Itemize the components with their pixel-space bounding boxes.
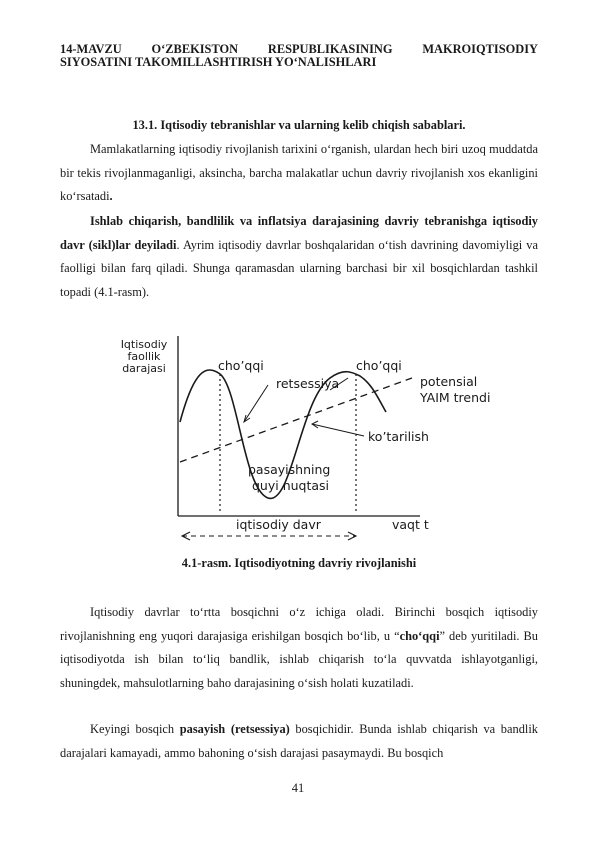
time-axis-label: vaqt t bbox=[392, 517, 429, 532]
paragraph-4-term: pasayish (retsessiya) bbox=[179, 722, 290, 736]
paragraph-4 bbox=[60, 718, 538, 765]
title-word: O‘ZBEKISTON bbox=[151, 42, 239, 56]
business-cycle-figure bbox=[0, 300, 596, 570]
paragraph-1 bbox=[60, 138, 538, 209]
paragraph-3-term: cho‘qqi bbox=[399, 628, 440, 643]
peak-label-right: cho’qqi bbox=[356, 358, 402, 373]
page-number: 41 bbox=[291, 781, 305, 795]
paragraph-3-text-start: Iqtisodiy davrlar to‘rtta bosqichni o‘z ichiga oladi. Birinchi bosqich iqtisodiy rivojlanishning eng yuqori darajasiga erishilgan bosqich bo‘lib, u “ bbox=[60, 605, 538, 643]
title-word: MAKROIQTISODIY bbox=[422, 42, 538, 56]
business-cycle-diagram bbox=[0, 300, 596, 560]
y-axis-label-line3: darajasi bbox=[122, 362, 166, 375]
figure-caption: 4.1-rasm. Iqtisodiyotning davriy rivojlanishi bbox=[181, 556, 417, 570]
cycle-label: iqtisodiy davr bbox=[236, 517, 321, 532]
title-word: RESPUBLIKASINING bbox=[267, 42, 393, 56]
trough-label-line2: quyi nuqtasi bbox=[252, 478, 330, 493]
title-word: 14-MAVZU bbox=[60, 42, 122, 56]
paragraph-1-period: . bbox=[109, 189, 113, 204]
chapter-title bbox=[60, 43, 538, 69]
paragraph-4-text-start: Keyingi bosqich bbox=[90, 722, 180, 736]
cycle-arrowhead-right bbox=[348, 532, 356, 540]
paragraph-1-text: Mamlakatlarning iqtisodiy rivojlanish tarixini o‘rganish, ulardan hech biri uzoq muddatda bir tekis rivojlanmaganligi, aksincha, barcha malakatlar uchun davriy rivojlanish xos ekanligini ko‘rsatadi bbox=[60, 142, 538, 204]
y-axis-label-line1: Iqtisodiy bbox=[120, 338, 168, 351]
paragraph-2-text: . Ayrim iqtisodiy davrlar boshqalaridan o‘tish davrining davomiyligi va faolligi bilan farq qiladi. Shunga qaramasdan ularning barchasi bir xil bosqichlardan tashkil topadi (4.1-rasm). bbox=[60, 237, 538, 299]
trend-label-line1: potensial bbox=[420, 374, 478, 389]
recession-pointer-head bbox=[244, 415, 250, 422]
paragraph-3 bbox=[60, 601, 538, 695]
trend-label-line2: YAIM trendi bbox=[420, 390, 491, 405]
recession-pointer bbox=[244, 385, 268, 422]
chapter-title-line2: SIYOSATINI TAKOMILLASHTIRISH YO‘NALISHLARI bbox=[60, 55, 377, 69]
peak-label-left: cho’qqi bbox=[218, 358, 264, 373]
y-axis-label-line2: faollik bbox=[127, 350, 161, 363]
expansion-label: ko’tarilish bbox=[368, 429, 429, 444]
paragraph-4-text-end: bosqichidir. Bunda ishlab chiqarish va bandlik darajalari kamayadi, ammo bahoning o‘sish darajasi pasaymaydi. Bu bosqich bbox=[60, 722, 538, 760]
paragraph-2-definition: Ishlab chiqarish, bandlilik va inflatsiya darajasining davriy tebranishga iqtisodiy davr (sikl)lar deyiladi bbox=[60, 214, 538, 252]
trough-label-line1: pasayishning bbox=[248, 462, 331, 477]
paragraph-2 bbox=[60, 210, 538, 304]
recession-label: retsessiya bbox=[276, 376, 340, 391]
section-title: 13.1. Iqtisodiy tebranishlar va ularning kelib chiqish sabablari. bbox=[132, 118, 466, 132]
paragraph-3-text-end: ” deb yuritiladi. Bu iqtisodiyotda ish bilan to‘liq bandlik, ishlab chiqarish to‘la quvvatda ishlayotganligi, shuningdek, mahsulotlarning baho darajasining o‘sish holati kuzatiladi. bbox=[60, 628, 538, 690]
